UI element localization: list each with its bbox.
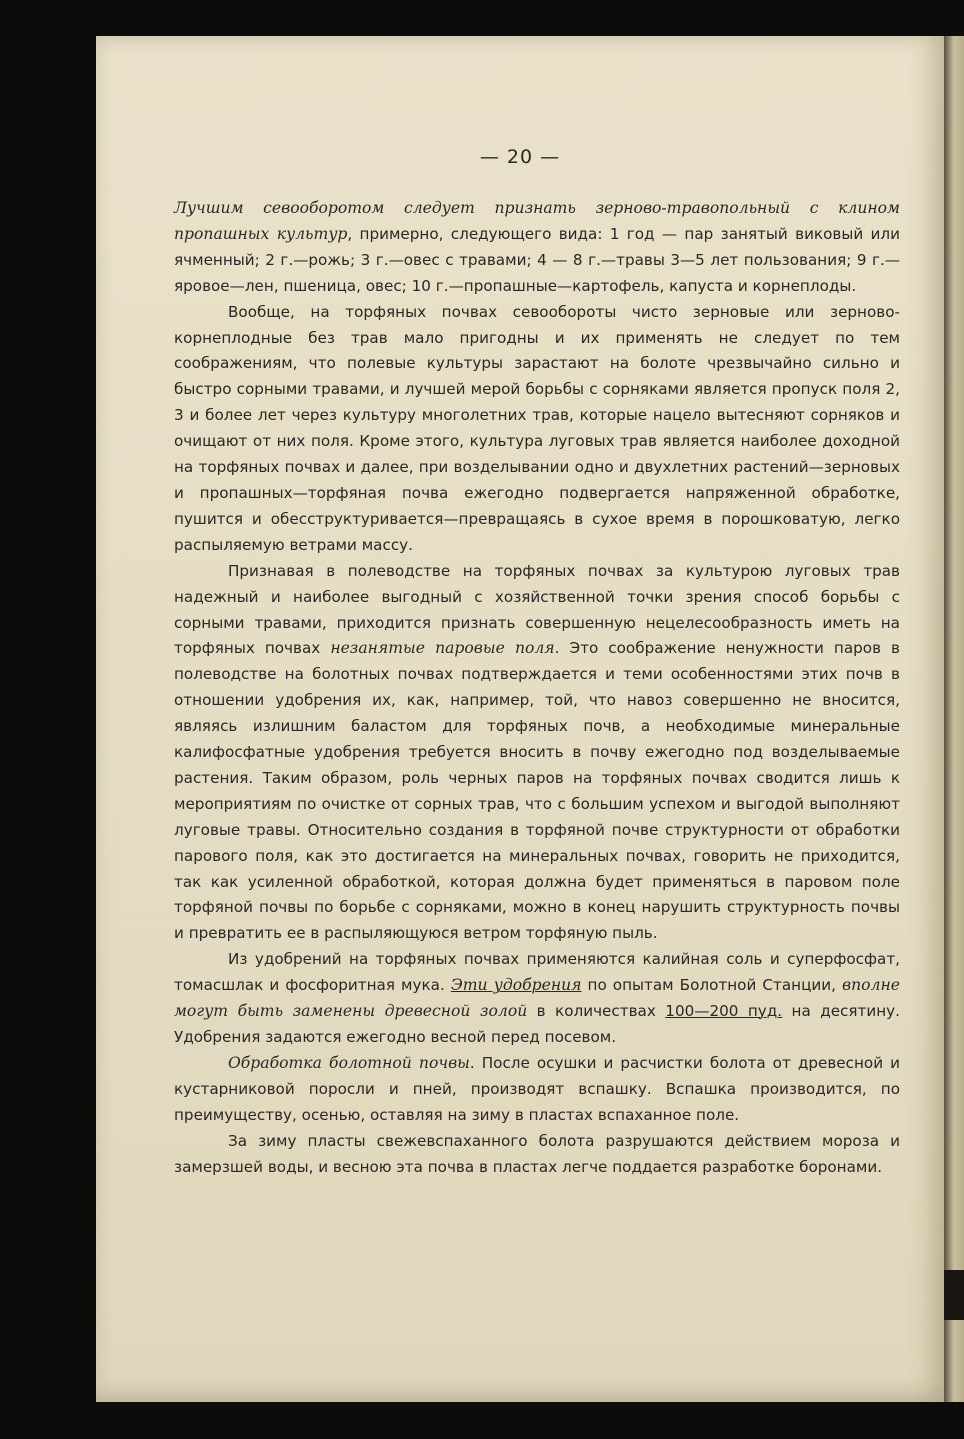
paragraph [174, 559, 900, 948]
body-text [174, 196, 900, 1180]
text-run: в количествах [527, 1002, 666, 1021]
text-run: . После осушки и расчистки болота от древесной и кустарниковой поросли и пней, производят вспашку. Вспашка производится, по преимуществу, осенью, оставляя на зиму в пластах вспаханное поле. [174, 1053, 901, 1124]
text-run: на десятину. Удобрения задаются ежегодно весной перед посевом. [174, 1002, 900, 1046]
paragraph [174, 1129, 900, 1181]
text-run: , примерно, следующего вида: 1 год — пар занятый виковый или ячменный; 2 г.—рожь; 3 г.—овес с травами; 4 — 8 г.—травы 3—5 лет пользования; 9 г.—яровое—лен, пшеница, овес; 10 г.—пропашные—картофель, капуста и корнеплоды. [174, 224, 900, 295]
paragraph [174, 947, 900, 1051]
italic-text-run: Обработка болотной почвы [228, 1053, 470, 1072]
adjacent-page-edge [944, 36, 964, 1402]
text-run: Из удобрений на торфяных почвах применяются калийная соль и суперфосфат, томасшлак и фосфоритная мука. [174, 950, 900, 995]
paragraph [174, 300, 900, 559]
text-run: Признавая в полеводстве на торфяных почвах за культурою луговых трав надежный и наиболее выгодный с хозяйственной точки зрения способ борьбы с сорными травами, приходится признать совершенную нецелесообразность иметь на торфяных почвах [174, 561, 900, 658]
paragraph [174, 196, 900, 300]
page-number: — 20 — [479, 146, 561, 168]
italic-text-run: вполне могут быть заменены древесной золой [174, 976, 900, 1021]
text-run: по опытам Болотной Станции, [581, 976, 843, 995]
text-run: За зиму пласты свежевспаханного болота разрушаются действием мороза и замерзшей воды, и весною эта почва в пластах легче поддается разработке боронами. [174, 1131, 900, 1176]
paragraph [174, 1051, 900, 1129]
text-run: Вообще, на торфяных почвах севообороты чисто зерновые или зерново-корнеплодные без трав мало пригодны и их применять не следует по тем соображениям, что полевые культуры зарастают на болоте чрезвычайно сильно и быстро сорными травами, и лучшей мерой борьбы с сорняками является пропуск поля 2, 3 и более лет через культуру многолетних трав, которые нацело вытесняют сорняков и очищают от них поля. Кроме этого, культура луговых трав является наиболее доходной на торфяных почвах и далее, при возделывании одно и двухлетних растений—зерновых и пропашных—торфяная почва ежегодно подвергается напряженной обработке, пушится и обесструктуривается—превращаясь в сухое время в порошковатую, легко распыляемую ветрами массу. [174, 302, 900, 554]
italic-text-run: Лучшим севооборотом следует признать зерново-травопольный с клином пропашных культур [174, 199, 900, 243]
binding-clip [944, 1270, 964, 1320]
italic-text-run: Эти удобрения [450, 976, 582, 995]
italic-text-run: незанятые паровые поля [330, 639, 555, 658]
text-run: 100—200 пуд. [665, 1002, 783, 1021]
book-page [96, 36, 944, 1402]
text-run: . Это соображение ненужности паров в полеводстве на болотных почвах подтверждается и теми особенностями этих почв в отношении удобрения их, как, например, той, что навоз совершенно не вносится, являясь излишним баластом для торфяных почв, а необходимые минеральные калифосфатные удобрения требуется вносить в почву ежегодно под возделываемые растения. Таким образом, роль черных паров на торфяных почвах сводится лишь к мероприятиям по очистке от сорных трав, что с большим успехом и выгодой выполняют луговые травы. Относительно создания в торфяной почве структурности от обработки парового поля, как это достигается на минеральных почвах, говорить не приходится, так как усиленной обработкой, которая должна будет применяться в паровом поле торфяной почвы по борьбе с сорняками, можно в конец нарушить структурность почвы и превратить ее в распыляющуюся ветром торфяную пыль. [174, 639, 900, 943]
